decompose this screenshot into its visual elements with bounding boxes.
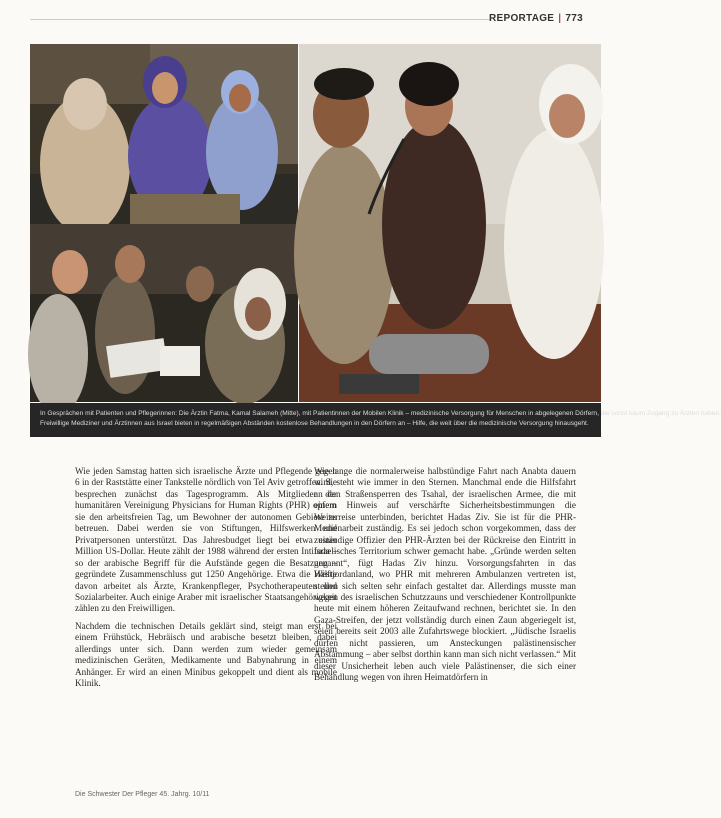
article-column-right	[314, 466, 576, 690]
caption-line-2: Freiwillige Mediziner und Ärztinnen aus Israel bieten in regelmäßigen Abständen kostenlose Behandlungen in den Dörfern an – Hilfe, die weit über die medizinische Versorgung hinausgeht.	[40, 420, 589, 427]
section-title: REPORTAGE	[488, 13, 555, 24]
paragraph: Wie jeden Samstag hatten sich israelische Ärzte und Pflegende gegen 6 in der Raststätte einer Tankstelle nördlich von Tel Aviv getroffen. Sie besprechen zunächst das Tagesprogramm. Als Mitglieder der humanitären Vereinigung Physicians for Human Rights (PHR) opfern sie den arbeitsfreien Tag, um Bewohner der autonomen Gebiete zu betreuen. Dabei werden sie von Stiftungen, Hilfswerken und Privatpersonen unterstützt. Das Jahresbudget liegt bei etwa einer Million US-Dollar. Heute zählt der 1988 während der ersten Intifada – so der arabische Begriff für die Aufstände gegen die Besatzung – gegründete Zusammenschluss gut 1250 Angehörige. Etwa die Hälfte davon arbeitet als Ärzte, Krankenpfleger, Psychotherapeuten und Sozialarbeiter. Auch einige Araber mit israelischer Staatsangehörigkeit zählen zu den Freiwilligen.	[75, 466, 337, 614]
paragraph: Wie lange die normalerweise halbstündige Fahrt nach Anabta dauern wird, steht wie immer in den Sternen. Manchmal ende die Hilfsfahrt an den Straßensperren des Tsahal, der israelischen Armee, die mit einem Hinweis auf verschärfte Sicherheitsbestimmungen die Weiterreise unterbinden, berichtet Hadas Ziv. Sie ist für die PHR-Medienarbeit zuständig. Es sei jedoch schon vorgekommen, dass der zuständige Offizier den PHR-Ärzten bei der Rückreise den Eintritt in israelisches Territorium schwer gemacht habe. „Gründe werden selten genannt“, fügt Hadas Ziv hinzu. Vorsorgungsfahrten in das Westjordanland, wo PHR mit mehreren Ambulanzen vertreten ist, stellen sich selten sehr einfach gestaltet dar. Allerdings musste man wegen des israelischen Schutzzauns und verschiedener Kontrollpunkte heute mit einem höheren Zeitaufwand rechnen, berichtet sie. In den Gaza-Streifen, der jetzt vollständig durch einen Zaun abgeriegelt ist, seien bereits seit 2003 alle Zufahrtswege blockiert. „Jüdische Israelis dürfen nicht passieren, um Ansteckungen palästinensischer Abstammung – aber selbst dorthin kann man sich nicht verlassen.“ Mit dieser Unsicherheit leben auch viele Palästinenser, die sich einer Behandlung wegen von ihren Heimatdörfern in	[314, 466, 576, 683]
page-footer: Die Schwester Der Pfleger 45. Jahrg. 10/11	[75, 791, 210, 798]
header-separator: |	[558, 13, 562, 24]
photo-women-conversation	[30, 44, 298, 224]
photo-caption	[30, 403, 721, 437]
paragraph: Nachdem die technischen Details geklärt sind, steigt man erst bei einem Frühstück, Hebräisch und arabische besetzt bleiben, dabei allerdings unter sich. Dann werden zum wieder gemeinsam medizinischen Geräten, Medikamente und Babynahrung in einem Anhänger. Er wird an einen Minibus gekoppelt und dient als mobile Klinik.	[75, 620, 337, 689]
article-column-left	[75, 466, 337, 696]
running-header	[489, 13, 583, 24]
header-rule	[30, 19, 490, 20]
caption-line-1: In Gesprächen mit Patienten und Pflegerinnen: Die Ärztin Fatma, Kamal Salameh (Mitte), mit Patientinnen der Mobilen Klinik – medizinische Versorgung für Menschen in abgelegenen Dörfern, die sonst kaum Zugang zu Ärzten haben.	[40, 410, 721, 417]
photo-patients-documents	[30, 224, 298, 402]
page-number: 773	[565, 13, 583, 24]
photo-doctor-examination	[299, 44, 601, 402]
